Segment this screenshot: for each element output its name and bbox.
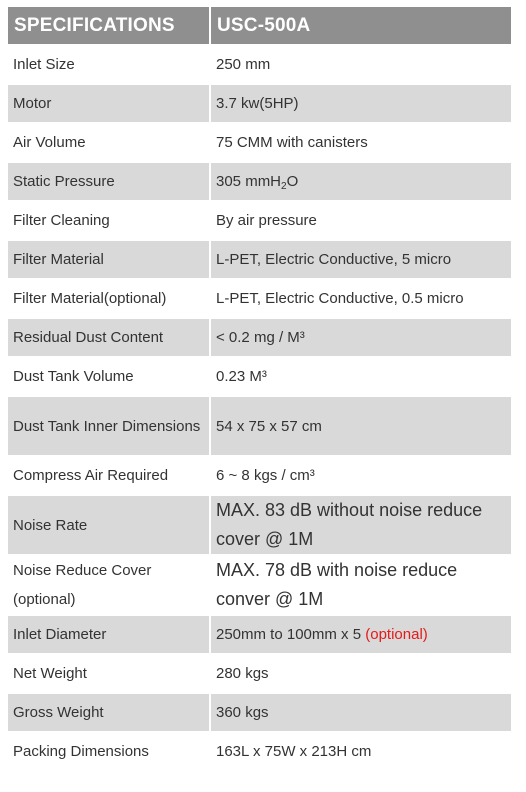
spec-value: 280 kgs	[216, 665, 269, 682]
optional-note: (optional)	[365, 626, 428, 643]
spec-label: Motor	[8, 85, 209, 122]
spec-value: 54 x 75 x 57 cm	[211, 397, 511, 455]
spec-label: Noise Rate	[8, 496, 209, 554]
static-pressure-subscript: 2	[281, 181, 287, 192]
spec-label: Compress Air Required	[13, 467, 169, 484]
table-row-motor	[8, 85, 511, 122]
spec-value: 75 CMM with canisters	[216, 134, 368, 151]
spec-value: MAX. 78 dB with noise reduce conver @ 1M	[216, 560, 458, 609]
table-row-noise-rate	[8, 496, 511, 554]
table-row-net-weight	[8, 655, 511, 692]
spec-value	[211, 163, 511, 200]
spec-value: 6 ~ 8 kgs / cm³	[216, 467, 315, 484]
spec-label: Net Weight	[13, 665, 87, 682]
spec-label: Static Pressure	[8, 163, 209, 200]
spec-value: By air pressure	[216, 212, 317, 229]
table-row-packing-dimensions	[8, 733, 511, 770]
spec-value: 3.7 kw(5HP)	[211, 85, 511, 122]
table-row-residual-dust	[8, 319, 511, 356]
table-row-filter-material-optional	[8, 280, 511, 317]
spec-label: Noise Reduce Cover (optional)	[13, 562, 152, 608]
spec-value: 163L x 75W x 213H cm	[216, 743, 372, 760]
static-pressure-value: 305 mmH	[216, 173, 282, 190]
inlet-diameter-value: 250mm to 100mm x 5	[216, 626, 362, 643]
spec-label: Inlet Diameter	[8, 616, 209, 653]
table-row-static-pressure	[8, 163, 511, 200]
table-row-compress-air	[8, 457, 511, 494]
spec-value: MAX. 83 dB without noise reduce cover @ 1M	[211, 496, 511, 554]
spec-label: Dust Tank Volume	[13, 368, 134, 385]
table-row-filter-material	[8, 241, 511, 278]
spec-value	[211, 616, 511, 653]
model-header: USC-500A	[211, 7, 511, 44]
table-row-gross-weight	[8, 694, 511, 731]
spec-label: Filter Cleaning	[13, 212, 110, 229]
spec-value: 250 mm	[216, 56, 271, 73]
table-row-dust-tank-volume	[8, 358, 511, 395]
spec-value: 360 kgs	[211, 694, 511, 731]
table-row-air-volume	[8, 124, 511, 161]
table-row-noise-reduce-cover	[8, 556, 511, 614]
table-row-filter-cleaning	[8, 202, 511, 239]
spec-value: 0.23 M³	[216, 368, 267, 385]
spec-value: L-PET, Electric Conductive, 0.5 micro	[216, 290, 464, 307]
specifications-table	[6, 5, 513, 772]
static-pressure-unit-end: O	[286, 173, 299, 190]
spec-label: Filter Material(optional)	[13, 290, 167, 307]
spec-value: < 0.2 mg / M³	[211, 319, 511, 356]
specifications-header: SPECIFICATIONS	[8, 7, 209, 44]
table-row-inlet-size	[8, 46, 511, 83]
spec-label: Gross Weight	[8, 694, 209, 731]
spec-label: Packing Dimensions	[13, 743, 149, 760]
spec-label: Filter Material	[8, 241, 209, 278]
table-header-row	[8, 7, 511, 44]
spec-label: Residual Dust Content	[8, 319, 209, 356]
spec-label: Inlet Size	[13, 56, 75, 73]
table-row-inlet-diameter	[8, 616, 511, 653]
spec-label: Air Volume	[13, 134, 86, 151]
table-row-dust-tank-inner	[8, 397, 511, 455]
spec-label: Dust Tank Inner Dimensions	[8, 397, 209, 455]
spec-value: L-PET, Electric Conductive, 5 micro	[211, 241, 511, 278]
